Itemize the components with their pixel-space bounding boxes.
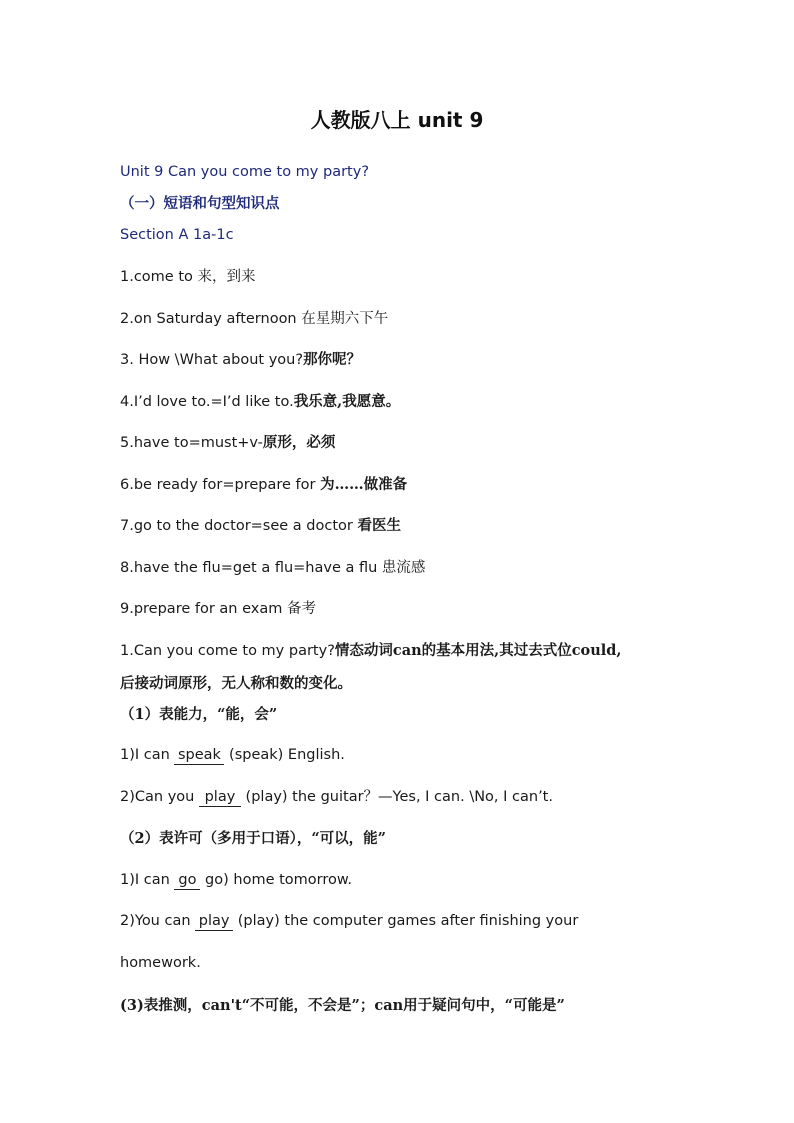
phrase-en: 8.have the flu=get a flu=have a flu <box>120 560 382 576</box>
example-text: 2)You can <box>120 913 196 929</box>
example-text: 1)I can <box>120 747 175 763</box>
ability-example-1 <box>120 745 345 765</box>
phrase-item <box>120 392 400 412</box>
phrase-item <box>120 350 361 370</box>
phrase-item <box>120 475 407 495</box>
answer-blank: play <box>199 788 241 807</box>
answer-blank: speak <box>174 746 224 765</box>
unit-title: Unit 9 Can you come to my party? <box>120 164 370 180</box>
phrase-en: 2.on Saturday afternoon <box>120 311 302 327</box>
permission-example-1 <box>120 870 352 890</box>
phrase-item <box>120 599 316 619</box>
example-text: (speak) English. <box>224 747 345 763</box>
example-text: (play) the computer games after finishing your <box>233 913 579 929</box>
example-text: 2)Can you <box>120 789 199 805</box>
phrase-en: 4.I’d love to.=I’d like to. <box>120 394 294 410</box>
point1-line1 <box>120 641 621 661</box>
phrase-item <box>120 516 401 536</box>
phrase-item <box>120 267 256 287</box>
inference-heading: (3)表推测，can't“不可能，不会是”；can用于疑问句中，“可能是” <box>120 997 565 1014</box>
phrase-en: 1.come to <box>120 269 198 285</box>
answer-blank: go <box>174 871 200 890</box>
phrase-cn: 备考 <box>286 601 316 617</box>
phrase-en: 3. How \What about you? <box>120 352 304 368</box>
phrase-item <box>120 433 335 453</box>
example-text: go) home tomorrow. <box>200 872 353 888</box>
phrase-cn: 患流感 <box>381 560 426 576</box>
point1-cn: 情态动词can的基本用法,其过去式位could, <box>334 642 622 659</box>
point1-en: 1.Can you come to my party? <box>120 643 335 659</box>
phrase-item <box>120 309 388 329</box>
phrase-item <box>120 558 425 578</box>
phrase-cn: 那你呢？ <box>303 351 362 368</box>
ability-heading: （1）表能力，“能，会” <box>120 706 278 723</box>
section-heading: （一）短语和句型知识点 <box>120 195 280 212</box>
phrase-cn: 我乐意,我愿意。 <box>293 393 401 410</box>
phrase-en: 9.prepare for an exam <box>120 601 287 617</box>
point1-line2: 后接动词原形，无人称和数的变化。 <box>120 675 352 692</box>
phrase-en: 6.be ready for=prepare for <box>120 477 321 493</box>
permission-heading: （2）表许可（多用于口语），“可以，能” <box>120 830 387 847</box>
ability-example-2 <box>120 787 553 807</box>
permission-example-2 <box>120 911 578 931</box>
phrase-cn: 看医生 <box>357 517 401 534</box>
phrase-en: 7.go to the doctor=see a doctor <box>120 518 358 534</box>
page-title: 人教版八上 unit 9 <box>310 108 484 132</box>
phrase-cn: 来，到来 <box>197 269 256 285</box>
permission-example-2-continued: homework. <box>120 955 201 971</box>
answer-blank: play <box>195 912 233 931</box>
phrase-cn: 原形，必须 <box>262 434 336 451</box>
phrase-en: 5.have to=must+v- <box>120 435 263 451</box>
example-text: (play) the guitar？—Yes, I can. \No, I can’t. <box>240 789 553 805</box>
phrase-cn: 为……做准备 <box>320 476 408 493</box>
section-a-label: Section A 1a-1c <box>120 227 234 243</box>
example-text: 1)I can <box>120 872 175 888</box>
phrase-cn: 在星期六下午 <box>301 311 389 327</box>
